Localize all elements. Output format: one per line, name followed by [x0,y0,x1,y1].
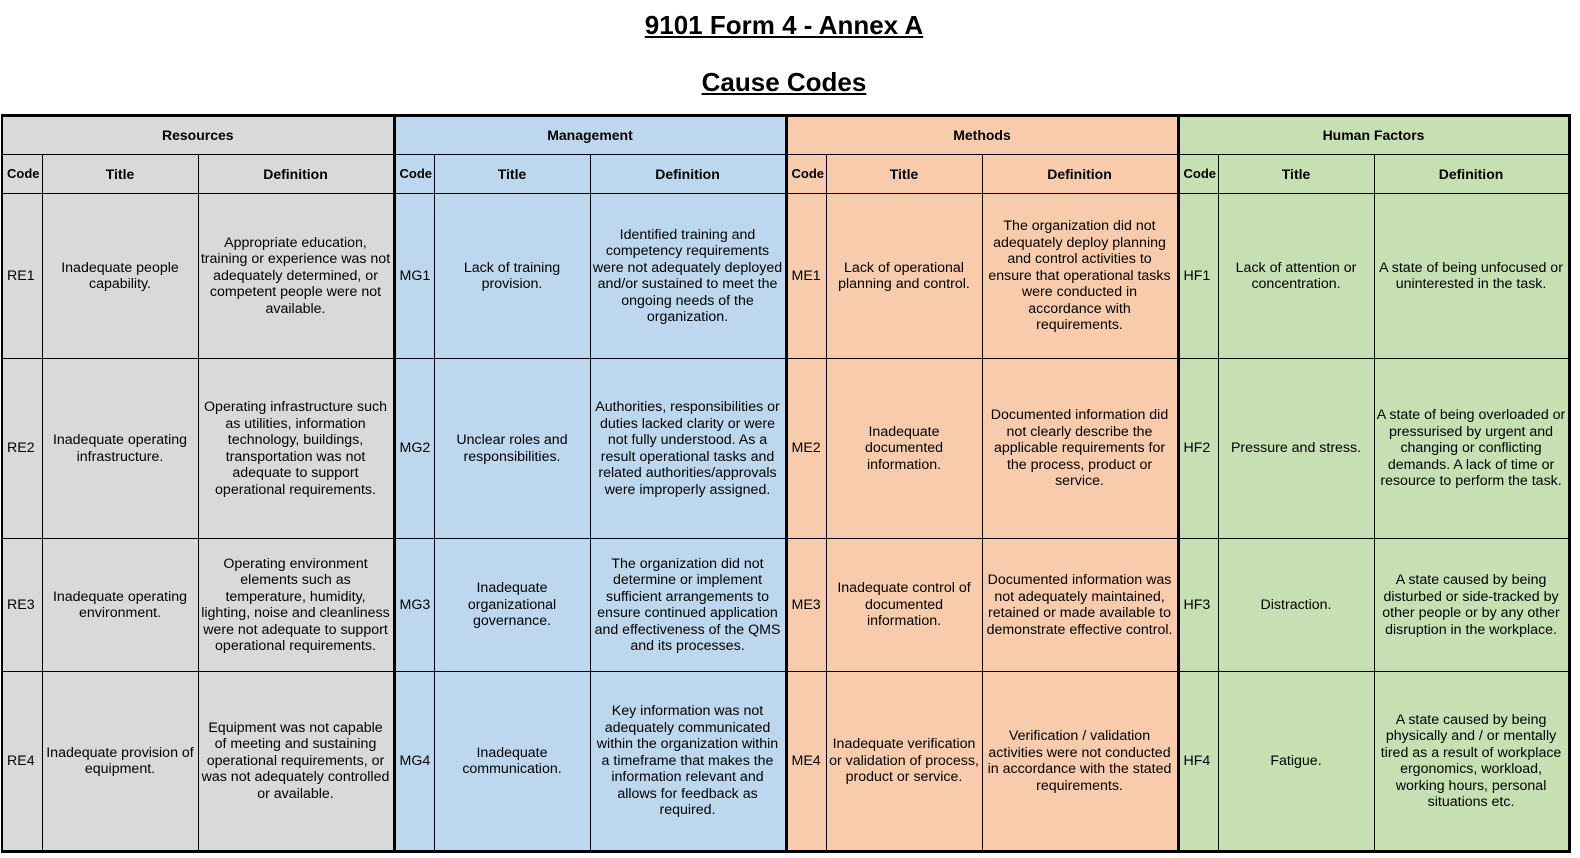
cause-title: Inadequate operating environment. [42,539,198,672]
cause-title: Inadequate verification or validation of process, product or service. [826,672,982,852]
cause-code: ME3 [786,539,826,672]
cause-title: Lack of attention or concentration. [1218,194,1374,359]
cause-code: HF2 [1178,359,1218,539]
cause-code: RE1 [2,194,42,359]
cause-definition: Documented information was not adequately maintained, retained or made available to demonstrate effective control. [982,539,1178,672]
column-header-code: Code [786,155,826,194]
cause-title: Inadequate communication. [434,672,590,852]
cause-definition: A state of being overloaded or pressurised by urgent and changing or conflicting demands. A lack of time or resource to perform the task. [1374,359,1569,539]
cause-code: MG1 [394,194,434,359]
cause-code: MG2 [394,359,434,539]
cause-definition: Operating environment elements such as temperature, humidity, lighting, noise and cleanliness were not adequate to support operational requirements. [198,539,394,672]
cause-title: Unclear roles and responsibilities. [434,359,590,539]
table-row [2,359,1569,539]
cause-title: Inadequate documented information. [826,359,982,539]
cause-code: RE4 [2,672,42,852]
cause-title: Pressure and stress. [1218,359,1374,539]
table-row [2,194,1569,359]
table-row [2,539,1569,672]
cause-definition: Authorities, responsibilities or duties lacked clarity or were not fully understood. As a result operational tasks and related authorities/approvals were improperly assigned. [590,359,786,539]
cause-code: MG3 [394,539,434,672]
cause-definition: Identified training and competency requirements were not adequately deployed and/or sustained to meet the ongoing needs of the organization. [590,194,786,359]
page-title: 9101 Form 4 - Annex A [644,10,924,40]
cause-definition: Verification / validation activities were not conducted in accordance with the stated requirements. [982,672,1178,852]
cause-definition: A state of being unfocused or uninterested in the task. [1374,194,1569,359]
cause-code: RE2 [2,359,42,539]
column-header-title: Title [1218,155,1374,194]
cause-code: HF4 [1178,672,1218,852]
cause-code: HF3 [1178,539,1218,672]
column-header-definition: Definition [198,155,394,194]
column-header-definition: Definition [982,155,1178,194]
group-header-methods: Methods [786,116,1178,155]
cause-title: Fatigue. [1218,672,1374,852]
cause-definition: A state caused by being physically and / or mentally tired as a result of workplace ergonomics, workload, working hours, personal situations etc. [1374,672,1569,852]
cause-code: RE3 [2,539,42,672]
group-header-row [2,116,1569,155]
column-header-definition: Definition [590,155,786,194]
cause-code: HF1 [1178,194,1218,359]
table-row [2,672,1569,852]
cause-definition: Operating infrastructure such as utilities, information technology, buildings, transportation was not adequate to support operational requirements. [198,359,394,539]
group-header-resources: Resources [2,116,394,155]
cause-title: Inadequate control of documented information. [826,539,982,672]
column-header-code: Code [2,155,42,194]
page-subtitle: Cause Codes [701,67,867,97]
cause-title: Inadequate organizational governance. [434,539,590,672]
cause-title: Inadequate operating infrastructure. [42,359,198,539]
cause-code: ME2 [786,359,826,539]
cause-definition: Equipment was not capable of meeting and sustaining operational requirements, or was not adequately controlled or available. [198,672,394,852]
column-header-row [2,155,1569,194]
cause-code: ME1 [786,194,826,359]
column-header-title: Title [434,155,590,194]
cause-definition: Documented information did not clearly describe the applicable requirements for the process, product or service. [982,359,1178,539]
group-header-management: Management [394,116,786,155]
cause-codes-table [1,114,1571,853]
cause-definition: Key information was not adequately communicated within the organization within a timeframe that makes the information relevant and allows for feedback as required. [590,672,786,852]
cause-definition: The organization did not adequately deploy planning and control activities to ensure that operational tasks were conducted in accordance with requirements. [982,194,1178,359]
group-header-human-factors: Human Factors [1178,116,1569,155]
cause-code: ME4 [786,672,826,852]
column-header-code: Code [394,155,434,194]
column-header-title: Title [826,155,982,194]
column-header-title: Title [42,155,198,194]
cause-definition: A state caused by being disturbed or side-tracked by other people or by any other disruption in the workplace. [1374,539,1569,672]
column-header-definition: Definition [1374,155,1569,194]
cause-code: MG4 [394,672,434,852]
cause-title: Lack of operational planning and control. [826,194,982,359]
cause-title: Lack of training provision. [434,194,590,359]
cause-title: Inadequate people capability. [42,194,198,359]
column-header-code: Code [1178,155,1218,194]
cause-definition: Appropriate education, training or experience was not adequately determined, or competent people were not available. [198,194,394,359]
cause-title: Inadequate provision of equipment. [42,672,198,852]
cause-definition: The organization did not determine or implement sufficient arrangements to ensure continued application and effectiveness of the QMS and its processes. [590,539,786,672]
cause-title: Distraction. [1218,539,1374,672]
